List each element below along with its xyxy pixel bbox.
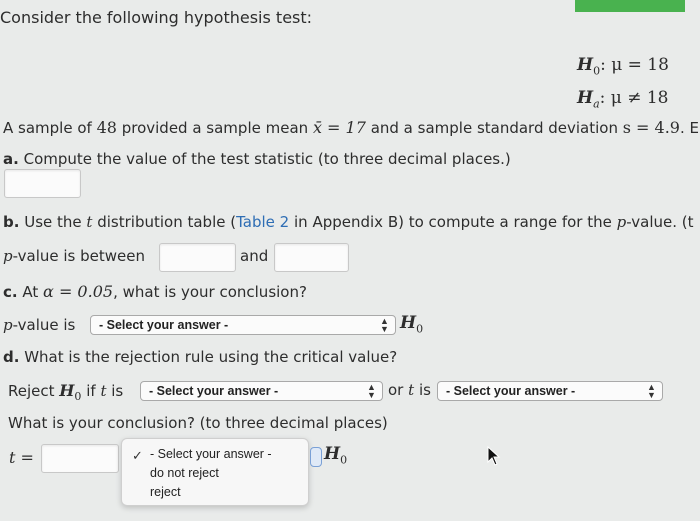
t-equals-label: t =	[9, 448, 34, 467]
test-statistic-input[interactable]	[4, 169, 81, 198]
conclusion-select-edge[interactable]	[310, 447, 322, 467]
pvalue-conclusion-select[interactable]: - Select your answer - ▲ ▼	[90, 315, 396, 335]
select-arrows-icon: ▲ ▼	[380, 316, 389, 334]
dropdown-option[interactable]: do not reject	[150, 466, 219, 480]
dropdown-option[interactable]: - Select your answer -	[150, 447, 272, 461]
part-a-question: a. Compute the value of the test statistic (to three decimal places.)	[3, 150, 511, 168]
conclusion-dropdown-menu[interactable]	[121, 438, 309, 506]
and-label: and	[240, 247, 269, 265]
pvalue-between-label: p-value is between	[3, 247, 145, 265]
pvalue-lower-input[interactable]	[159, 243, 236, 272]
pvalue-upper-input[interactable]	[274, 243, 349, 272]
checkmark-icon: ✓	[132, 448, 143, 463]
part-b-question: b. Use the t distribution table (Table 2 in Appendix B) to compute a range for the p-value. (t	[3, 213, 694, 231]
null-hypothesis: $H_0$: μ = 18	[577, 55, 669, 78]
rejection-rule-select-2[interactable]: - Select your answer - ▲ ▼	[437, 381, 663, 401]
h0-label: $H_0$	[400, 313, 424, 336]
or-t-is-label: or t is	[388, 381, 431, 399]
select-arrows-icon: ▲ ▼	[647, 382, 656, 400]
part-c-question: c. At α = 0.05, what is your conclusion?	[3, 282, 307, 301]
page-title: Consider the following hypothesis test:	[0, 8, 313, 27]
problem-statement: A sample of 48 provided a sample mean x̄ = 17 and a sample standard deviation s = 4.9. E	[3, 118, 699, 137]
reject-rule-label: Reject $H_0$ if t is	[8, 381, 124, 404]
dropdown-option[interactable]: reject	[150, 485, 181, 499]
accent-tab	[575, 0, 685, 12]
select-arrows-icon: ▲ ▼	[367, 382, 376, 400]
rejection-rule-select-1[interactable]: - Select your answer - ▲ ▼	[140, 381, 383, 401]
pvalue-is-label: p-value is	[3, 316, 76, 334]
mouse-cursor-icon	[487, 446, 501, 470]
final-h0-label: $H_0$	[324, 444, 348, 467]
table-2-link[interactable]: Table 2	[236, 213, 290, 231]
alternative-hypothesis: $H_a$: μ ≠ 18	[577, 88, 669, 111]
part-d-question: d. What is the rejection rule using the critical value?	[3, 348, 398, 366]
conclusion-question: What is your conclusion? (to three decimal places)	[8, 414, 388, 432]
t-value-input[interactable]	[41, 444, 119, 473]
